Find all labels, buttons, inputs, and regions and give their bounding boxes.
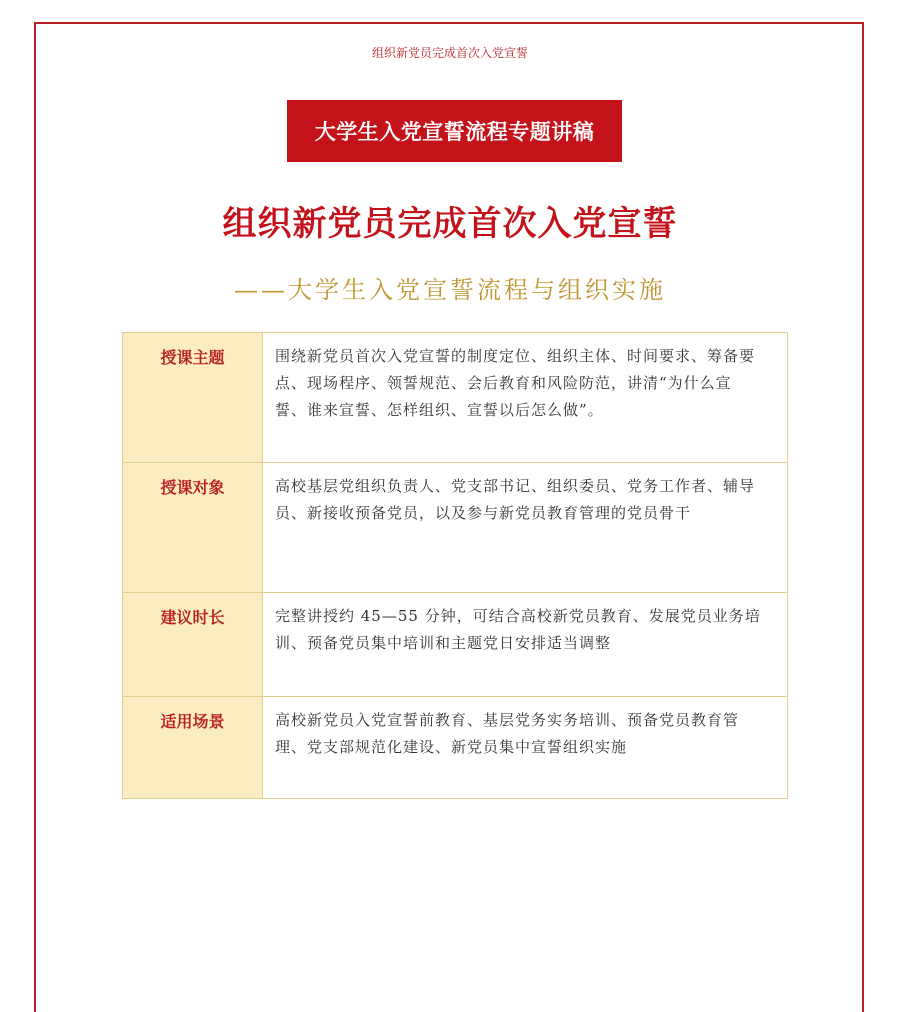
title-banner: 大学生入党宣誓流程专题讲稿 — [287, 100, 622, 162]
table-row — [123, 593, 788, 697]
table-row — [123, 697, 788, 799]
row-label-duration: 建议时长 — [123, 593, 263, 697]
table-row — [123, 333, 788, 463]
row-value-audience: 高校基层党组织负责人、党支部书记、组织委员、党务工作者、辅导员、新接收预备党员，以及参与新党员教育管理的党员骨干 — [263, 463, 788, 593]
main-title: 组织新党员完成首次入党宣誓 — [222, 204, 678, 244]
course-info-table — [122, 332, 788, 799]
row-label-scenario: 适用场景 — [123, 697, 263, 799]
subtitle: ——大学生入党宣誓流程与组织实施 — [234, 276, 666, 304]
row-value-scenario: 高校新党员入党宣誓前教育、基层党务实务培训、预备党员教育管理、党支部规范化建设、新党员集中宣誓组织实施 — [263, 697, 788, 799]
row-label-topic: 授课主题 — [123, 333, 263, 463]
page-header: 组织新党员完成首次入党宣誓 — [371, 46, 528, 60]
row-value-duration: 完整讲授约 45—55 分钟，可结合高校新党员教育、发展党员业务培训、预备党员集中培训和主题党日安排适当调整 — [263, 593, 788, 697]
table-row — [123, 463, 788, 593]
row-label-audience: 授课对象 — [123, 463, 263, 593]
row-value-topic: 围绕新党员首次入党宣誓的制度定位、组织主体、时间要求、筹备要点、现场程序、领誓规范、会后教育和风险防范，讲清“为什么宣誓、谁来宣誓、怎样组织、宣誓以后怎么做”。 — [263, 333, 788, 463]
